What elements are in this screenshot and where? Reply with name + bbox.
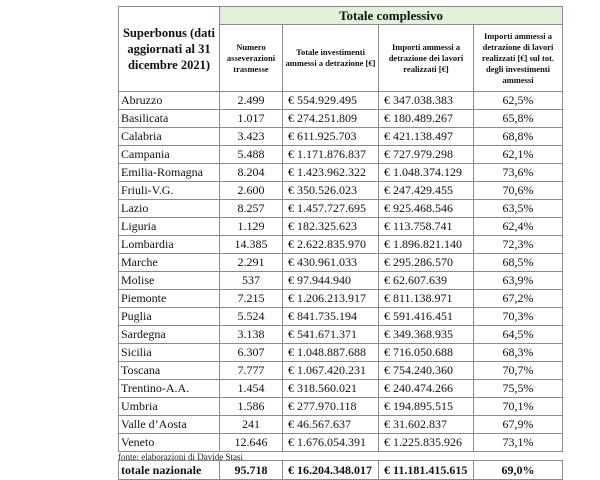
table-row: [119, 254, 563, 272]
region-cell: Abruzzo: [119, 92, 220, 110]
percentuale-cell: 75,5%: [474, 380, 563, 398]
asseverazioni-cell: 3.423: [220, 128, 283, 146]
percentuale-cell: 67,2%: [474, 290, 563, 308]
importi-cell: € 347.038.383: [379, 92, 474, 110]
investimenti-cell: € 541.671.371: [283, 326, 379, 344]
importi-cell: € 349.368.935: [379, 326, 474, 344]
table-row: [119, 326, 563, 344]
importi-cell: € 591.416.451: [379, 308, 474, 326]
percentuale-cell: 65,8%: [474, 110, 563, 128]
investimenti-cell: € 611.925.703: [283, 128, 379, 146]
importi-cell: € 1.896.821.140: [379, 236, 474, 254]
asseverazioni-cell: 8.204: [220, 164, 283, 182]
importi-cell: € 727.979.298: [379, 146, 474, 164]
table-row: [119, 128, 563, 146]
table-row: [119, 290, 563, 308]
investimenti-cell: € 46.567.637: [283, 416, 379, 434]
importi-cell: € 754.240.360: [379, 362, 474, 380]
region-cell: Lazio: [119, 200, 220, 218]
percentuale-cell: 62,1%: [474, 146, 563, 164]
asseverazioni-cell: 8.257: [220, 200, 283, 218]
asseverazioni-cell: 7.777: [220, 362, 283, 380]
table-row: [119, 398, 563, 416]
importi-cell: € 31.602.837: [379, 416, 474, 434]
column-header-investimenti: Totale investimenti ammessi a detrazione [€]: [283, 25, 379, 92]
percentuale-cell: 68,3%: [474, 344, 563, 362]
percentuale-cell: 68,8%: [474, 128, 563, 146]
banner-title: Totale complessivo: [220, 7, 563, 25]
asseverazioni-cell: 3.138: [220, 326, 283, 344]
percentuale-cell: 64,5%: [474, 326, 563, 344]
importi-cell: € 925.468.546: [379, 200, 474, 218]
percentuale-cell: 62,5%: [474, 92, 563, 110]
table-row: [119, 218, 563, 236]
asseverazioni-cell: 2.499: [220, 92, 283, 110]
region-cell: Liguria: [119, 218, 220, 236]
investimenti-cell: € 318.560.021: [283, 380, 379, 398]
total-percentuale-cell: 69,0%: [474, 461, 563, 480]
investimenti-cell: € 1.457.727.695: [283, 200, 379, 218]
region-cell: Umbria: [119, 398, 220, 416]
total-asseverazioni-cell: 95.718: [220, 461, 283, 480]
table-row: [119, 344, 563, 362]
investimenti-cell: € 350.526.023: [283, 182, 379, 200]
investimenti-cell: € 97.944.940: [283, 272, 379, 290]
percentuale-cell: 70,3%: [474, 308, 563, 326]
importi-cell: € 1.048.374.129: [379, 164, 474, 182]
table-row: [119, 434, 563, 452]
importi-cell: € 113.758.741: [379, 218, 474, 236]
asseverazioni-cell: 12.646: [220, 434, 283, 452]
region-cell: Marche: [119, 254, 220, 272]
percentuale-cell: 72,3%: [474, 236, 563, 254]
asseverazioni-cell: 537: [220, 272, 283, 290]
importi-cell: € 811.138.971: [379, 290, 474, 308]
asseverazioni-cell: 7.215: [220, 290, 283, 308]
asseverazioni-cell: 1.454: [220, 380, 283, 398]
importi-cell: € 247.429.455: [379, 182, 474, 200]
percentuale-cell: 73,6%: [474, 164, 563, 182]
investimenti-cell: € 430.961.033: [283, 254, 379, 272]
column-header-importi: Importi ammessi a detrazione dei lavori realizzati [€]: [379, 25, 474, 92]
investimenti-cell: € 841.735.194: [283, 308, 379, 326]
importi-cell: € 240.474.266: [379, 380, 474, 398]
table-row: [119, 416, 563, 434]
investimenti-cell: € 2.622.835.970: [283, 236, 379, 254]
source-note: fonte: elaborazioni di Davide Stasi: [118, 452, 243, 462]
region-cell: Piemonte: [119, 290, 220, 308]
total-row: [119, 461, 563, 480]
asseverazioni-cell: 1.129: [220, 218, 283, 236]
investimenti-cell: € 1.676.054.391: [283, 434, 379, 452]
region-cell: Sicilia: [119, 344, 220, 362]
table-row: [119, 182, 563, 200]
asseverazioni-cell: 1.586: [220, 398, 283, 416]
importi-cell: € 62.607.639: [379, 272, 474, 290]
table-row: [119, 272, 563, 290]
table-row: [119, 200, 563, 218]
table-row: [119, 362, 563, 380]
investimenti-cell: € 1.067.420.231: [283, 362, 379, 380]
total-importi-cell: € 11.181.415.615: [379, 461, 474, 480]
region-cell: Puglia: [119, 308, 220, 326]
investimenti-cell: € 277.970.118: [283, 398, 379, 416]
table-body: [119, 92, 563, 480]
importi-cell: € 194.895.515: [379, 398, 474, 416]
investimenti-cell: € 1.206.213.917: [283, 290, 379, 308]
table-row: [119, 110, 563, 128]
region-cell: Friuli-V.G.: [119, 182, 220, 200]
header-row-banner: [119, 7, 563, 25]
region-cell: Veneto: [119, 434, 220, 452]
asseverazioni-cell: 2.291: [220, 254, 283, 272]
table-row: [119, 308, 563, 326]
region-cell: Emilia-Romagna: [119, 164, 220, 182]
region-cell: Basilicata: [119, 110, 220, 128]
corner-title: Superbonus (dati aggiornati al 31 dicembre 2021): [119, 7, 220, 92]
table-row: [119, 236, 563, 254]
asseverazioni-cell: 1.017: [220, 110, 283, 128]
percentuale-cell: 68,5%: [474, 254, 563, 272]
asseverazioni-cell: 14.385: [220, 236, 283, 254]
percentuale-cell: 67,9%: [474, 416, 563, 434]
investimenti-cell: € 274.251.809: [283, 110, 379, 128]
importi-cell: € 421.138.497: [379, 128, 474, 146]
asseverazioni-cell: 6.307: [220, 344, 283, 362]
asseverazioni-cell: 2.600: [220, 182, 283, 200]
importi-cell: € 1.225.835.926: [379, 434, 474, 452]
asseverazioni-cell: 5.524: [220, 308, 283, 326]
percentuale-cell: 63,5%: [474, 200, 563, 218]
region-cell: Sardegna: [119, 326, 220, 344]
importi-cell: € 295.286.570: [379, 254, 474, 272]
percentuale-cell: 62,4%: [474, 218, 563, 236]
region-cell: Trentino-A.A.: [119, 380, 220, 398]
region-cell: Molise: [119, 272, 220, 290]
asseverazioni-cell: 241: [220, 416, 283, 434]
investimenti-cell: € 1.171.876.837: [283, 146, 379, 164]
percentuale-cell: 70,6%: [474, 182, 563, 200]
table-row: [119, 146, 563, 164]
region-cell: Valle d’Aosta: [119, 416, 220, 434]
superbonus-table-wrapper: [118, 6, 562, 480]
percentuale-cell: 63,9%: [474, 272, 563, 290]
table-row: [119, 380, 563, 398]
region-cell: Calabria: [119, 128, 220, 146]
investimenti-cell: € 1.048.887.688: [283, 344, 379, 362]
asseverazioni-cell: 5.488: [220, 146, 283, 164]
region-cell: Campania: [119, 146, 220, 164]
percentuale-cell: 70,7%: [474, 362, 563, 380]
region-cell: Toscana: [119, 362, 220, 380]
table-row: [119, 92, 563, 110]
total-investimenti-cell: € 16.204.348.017: [283, 461, 379, 480]
investimenti-cell: € 182.325.623: [283, 218, 379, 236]
investimenti-cell: € 1.423.962.322: [283, 164, 379, 182]
percentuale-cell: 70,1%: [474, 398, 563, 416]
total-label-cell: totale nazionale: [119, 461, 220, 480]
column-header-asseverazioni: Numero asseverazioni trasmesse: [220, 25, 283, 92]
investimenti-cell: € 554.929.495: [283, 92, 379, 110]
table-row: [119, 164, 563, 182]
importi-cell: € 180.489.267: [379, 110, 474, 128]
percentuale-cell: 73,1%: [474, 434, 563, 452]
importi-cell: € 716.050.688: [379, 344, 474, 362]
superbonus-table: [118, 6, 563, 480]
column-header-percentuale: Importi ammessi a detrazione di lavori realizzati [€] sul tot. degli investimenti ammessi: [474, 25, 563, 92]
region-cell: Lombardia: [119, 236, 220, 254]
